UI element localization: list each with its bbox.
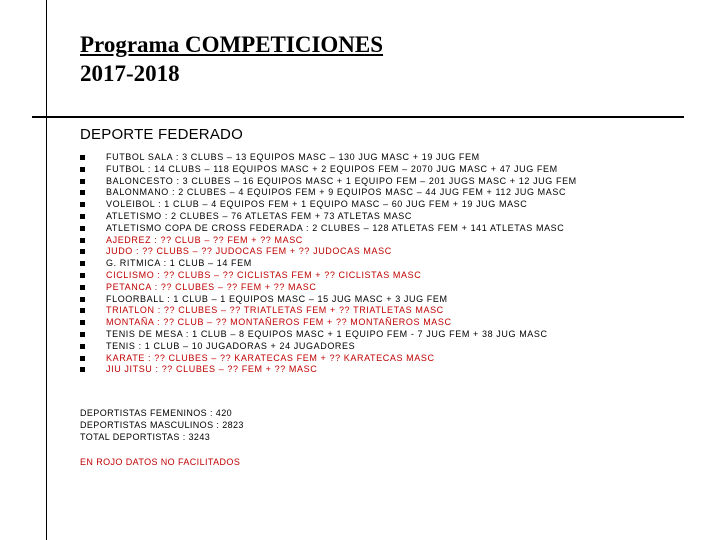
list-item-text: AJEDREZ : ?? CLUB – ?? FEM + ?? MASC xyxy=(106,234,303,245)
square-bullet-icon xyxy=(80,190,85,195)
list-item-text: KARATE : ?? CLUBES – ?? KARATECAS FEM + ?? KARATECAS MASC xyxy=(106,352,435,363)
square-bullet-icon xyxy=(80,167,85,172)
list-item-text: PETANCA : ?? CLUBES – ?? FEM + ?? MASC xyxy=(106,281,317,292)
list-item-text: FLOORBALL : 1 CLUB – 1 EQUIPOS MASC – 15 JUG MASC + 3 JUG FEM xyxy=(106,293,448,304)
list-item-text: TENIS DE MESA : 1 CLUB – 8 EQUIPOS MASC + 1 EQUIPO FEM - 7 JUG FEM + 38 JUG MASC xyxy=(106,328,548,339)
square-bullet-icon xyxy=(80,226,85,231)
square-bullet-icon xyxy=(80,285,85,290)
list-item-text: MONTAÑA : ?? CLUB – ?? MONTAÑEROS FEM + ?? MONTAÑEROS MASC xyxy=(106,317,452,328)
square-bullet-icon xyxy=(80,332,85,337)
left-vertical-rule xyxy=(46,0,47,540)
square-bullet-icon xyxy=(80,249,85,254)
square-bullet-icon xyxy=(80,214,85,219)
square-bullet-icon xyxy=(80,297,85,302)
square-bullet-icon xyxy=(80,179,85,184)
list-item-text: JIU JITSU : ?? CLUBES – ?? FEM + ?? MASC xyxy=(106,364,318,375)
slide-title xyxy=(80,30,383,88)
section-heading: DEPORTE FEDERADO xyxy=(80,126,243,143)
total-female: DEPORTISTAS FEMENINOS : 420 xyxy=(80,408,233,418)
square-bullet-icon xyxy=(80,238,85,243)
list-item-text: BALONCESTO : 3 CLUBES – 16 EQUIPOS MASC + 1 EQUIPO FEM – 201 JUGS MASC + 12 JUG FEM xyxy=(106,175,577,186)
list-item-text: ATLETISMO COPA DE CROSS FEDERADA : 2 CLUBES – 128 ATLETAS FEM + 141 ATLETAS MASC xyxy=(106,222,565,233)
list-item-text: BALONMANO : 2 CLUBES – 4 EQUIPOS FEM + 9 EQUIPOS MASC – 44 JUG FEM + 112 JUG MASC xyxy=(106,187,567,198)
square-bullet-icon xyxy=(80,367,85,372)
list-item-text: G. RITMICA : 1 CLUB – 14 FEM xyxy=(106,258,252,269)
square-bullet-icon xyxy=(80,261,85,266)
total-all: TOTAL DEPORTISTAS : 3243 xyxy=(80,431,211,442)
list-item-text: TRIATLON : ?? CLUBES – ?? TRIATLETAS FEM + ?? TRIATLETAS MASC xyxy=(106,305,444,316)
total-male: DEPORTISTAS MASCULINOS : 2823 xyxy=(80,419,244,430)
square-bullet-icon xyxy=(80,344,85,349)
square-bullet-icon xyxy=(80,356,85,361)
square-bullet-icon xyxy=(80,308,85,313)
square-bullet-icon xyxy=(80,155,85,160)
title-line-2: 2017-2018 xyxy=(80,61,180,86)
list-item-text: FUTBOL : 14 CLUBS – 118 EQUIPOS MASC + 2 EQUIPOS FEM – 2070 JUG MASC + 47 JUG FEM xyxy=(106,163,558,174)
square-bullet-icon xyxy=(80,202,85,207)
list-item-text: JUDO : ?? CLUBS – ?? JUDOCAS FEM + ?? JUDOCAS MASC xyxy=(106,246,392,257)
square-bullet-icon xyxy=(80,320,85,325)
totals-block xyxy=(80,408,244,443)
list-item-text: CICLISMO : ?? CLUBS – ?? CICLISTAS FEM + ?? CICLISTAS MASC xyxy=(106,269,422,280)
missing-data-note: EN ROJO DATOS NO FACILITADOS xyxy=(80,457,241,467)
list-item-text: FUTBOL SALA : 3 CLUBS – 13 EQUIPOS MASC – 130 JUG MASC + 19 JUG FEM xyxy=(106,152,480,162)
square-bullet-icon xyxy=(80,273,85,278)
list-item-text: VOLEIBOL : 1 CLUB – 4 EQUIPOS FEM + 1 EQUIPO MASC – 60 JUG FEM + 19 JUG MASC xyxy=(106,199,528,210)
list-item-text: ATLETISMO : 2 CLUBES – 76 ATLETAS FEM + 73 ATLETAS MASC xyxy=(106,210,413,221)
title-divider-rule xyxy=(32,116,684,118)
list-item-text: TENIS : 1 CLUB – 10 JUGADORAS + 24 JUGADORES xyxy=(106,340,356,351)
title-line-1: Programa COMPETICIONES xyxy=(80,32,384,57)
